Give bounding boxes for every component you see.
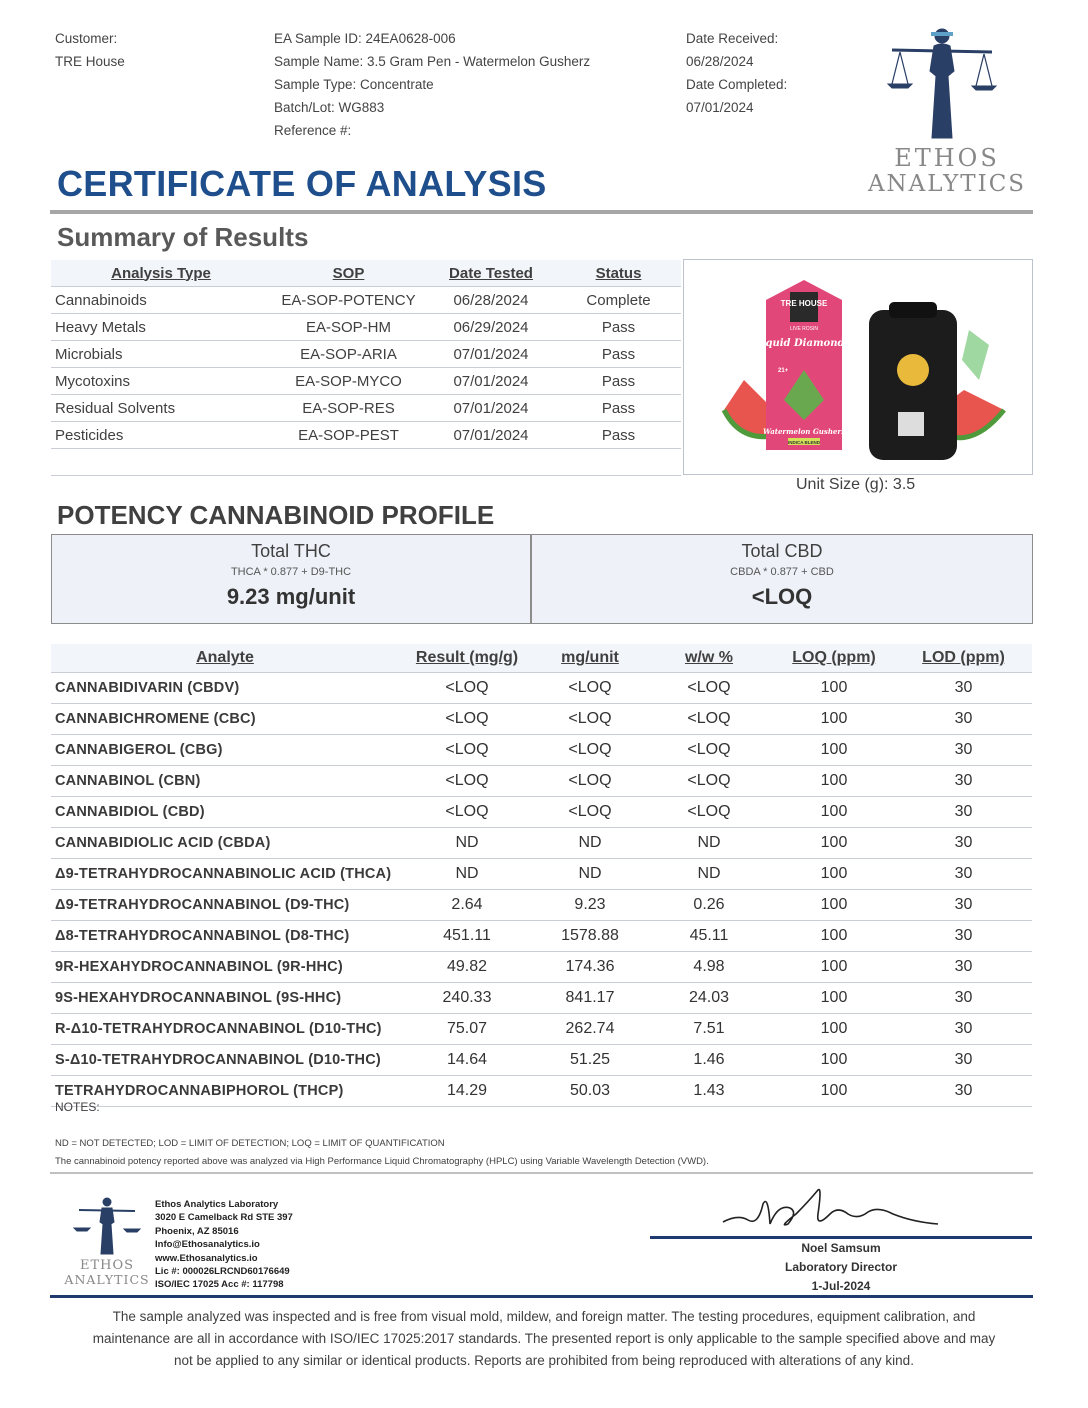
col-analysis-type: Analysis Type	[51, 260, 271, 287]
total-cbd-value: <LOQ	[751, 584, 813, 609]
customer-block	[55, 27, 125, 73]
status: Pass	[556, 422, 681, 449]
result-mg-g: 75.07	[399, 1014, 535, 1045]
loq-ppm: 100	[773, 704, 895, 735]
mg-unit: 51.25	[535, 1045, 645, 1076]
col-analyte: Analyte	[51, 644, 399, 673]
ww-percent: 24.03	[645, 983, 773, 1014]
table-row	[51, 735, 1032, 766]
table-row	[51, 952, 1032, 983]
lod-ppm: 30	[895, 921, 1032, 952]
table-row	[51, 449, 681, 476]
table-row	[51, 395, 681, 422]
analyte: Δ8-TETRAHYDROCANNABINOL (D8-THC)	[51, 921, 399, 952]
status: Pass	[556, 314, 681, 341]
age-text: 21+	[778, 368, 789, 374]
loq-ppm: 100	[773, 952, 895, 983]
loq-ppm: 100	[773, 1045, 895, 1076]
lab-info	[155, 1198, 293, 1292]
product-illustration	[684, 260, 1032, 474]
ww-percent: 0.26	[645, 890, 773, 921]
analyte: CANNABIDIOLIC ACID (CBDA)	[51, 828, 399, 859]
lab-address1: 3020 E Camelback Rd STE 397	[155, 1212, 293, 1224]
signer-name: Noel Samsum	[801, 1241, 881, 1255]
date-tested: 07/01/2024	[426, 368, 556, 395]
sample-name: Sample Name: 3.5 Gram Pen - Watermelon Gusherz	[274, 54, 591, 69]
summary-table	[51, 260, 681, 476]
sop: EA-SOP-RES	[271, 395, 426, 422]
lod-ppm: 30	[895, 797, 1032, 828]
result-mg-g: 240.33	[399, 983, 535, 1014]
notes-method: The cannabinoid potency reported above was analyzed via High Performance Liquid Chromatography (HPLC) using Variable Wavelength Detection (VWD).	[55, 1156, 709, 1167]
loq-ppm: 100	[773, 1076, 895, 1107]
lab-logo	[64, 1196, 150, 1292]
result-mg-g: ND	[399, 828, 535, 859]
date-tested: 07/01/2024	[426, 422, 556, 449]
sop: EA-SOP-PEST	[271, 422, 426, 449]
title-rule	[50, 210, 1033, 214]
date-tested: 07/01/2024	[426, 341, 556, 368]
col-ww: w/w %	[645, 644, 773, 673]
col-status: Status	[556, 260, 681, 287]
mg-unit: <LOQ	[535, 766, 645, 797]
mg-unit: <LOQ	[535, 704, 645, 735]
justice-figure-icon	[64, 1196, 150, 1256]
result-mg-g: 2.64	[399, 890, 535, 921]
sop: EA-SOP-POTENCY	[271, 287, 426, 314]
lod-ppm: 30	[895, 983, 1032, 1014]
customer-name: TRE House	[55, 54, 125, 69]
mg-unit: ND	[535, 828, 645, 859]
tag-text: INDICA BLEND	[787, 440, 821, 445]
dates-block	[686, 27, 787, 119]
table-row	[51, 890, 1032, 921]
mg-unit: 1578.88	[535, 921, 645, 952]
ww-percent: <LOQ	[645, 797, 773, 828]
lod-ppm: 30	[895, 673, 1032, 704]
table-row	[51, 422, 681, 449]
summary-header-row	[51, 260, 681, 287]
table-row	[51, 1076, 1032, 1107]
lab-email: Info@Ethosanalytics.io	[155, 1239, 260, 1251]
resin-text: LIVE ROSIN	[789, 326, 819, 332]
col-date-tested: Date Tested	[426, 260, 556, 287]
lab-iso: ISO/IEC 17025 Acc #: 117798	[155, 1279, 284, 1291]
col-sop: SOP	[271, 260, 426, 287]
sop: EA-SOP-HM	[271, 314, 426, 341]
date-tested: 06/29/2024	[426, 314, 556, 341]
ww-percent: <LOQ	[645, 704, 773, 735]
sample-type: Sample Type: Concentrate	[274, 77, 434, 92]
ww-percent: 4.98	[645, 952, 773, 983]
mg-unit: <LOQ	[535, 797, 645, 828]
total-thc-label: Total THC	[251, 541, 331, 561]
analyte: CANNABIDIOL (CBD)	[51, 797, 399, 828]
table-row	[51, 314, 681, 341]
table-row	[51, 287, 681, 314]
loq-ppm: 100	[773, 1014, 895, 1045]
batch-lot: Batch/Lot: WG883	[274, 100, 385, 115]
result-mg-g: 14.64	[399, 1045, 535, 1076]
result-mg-g: 14.29	[399, 1076, 535, 1107]
loq-ppm: 100	[773, 983, 895, 1014]
table-row	[51, 828, 1032, 859]
result-mg-g: 49.82	[399, 952, 535, 983]
analyte: CANNABINOL (CBN)	[51, 766, 399, 797]
loq-ppm: 100	[773, 828, 895, 859]
col-loq: LOQ (ppm)	[773, 644, 895, 673]
ww-percent: <LOQ	[645, 673, 773, 704]
ww-percent: <LOQ	[645, 766, 773, 797]
lab-logo-line2: ANALYTICS	[64, 1272, 150, 1287]
loq-ppm: 100	[773, 673, 895, 704]
lod-ppm: 30	[895, 952, 1032, 983]
analyte: CANNABIDIVARIN (CBDV)	[51, 673, 399, 704]
analyte: Δ9-TETRAHYDROCANNABINOL (D9-THC)	[51, 890, 399, 921]
result-mg-g: <LOQ	[399, 735, 535, 766]
table-row	[51, 368, 681, 395]
ww-percent: ND	[645, 859, 773, 890]
justice-figure-icon	[862, 26, 1032, 146]
analysis-type: Cannabinoids	[51, 287, 271, 314]
total-thc-box	[51, 534, 531, 624]
product-image	[683, 259, 1033, 475]
signer-title: Laboratory Director	[784, 1260, 898, 1274]
signature-date: 1-Jul-2024	[811, 1279, 871, 1293]
date-tested: 06/28/2024	[426, 287, 556, 314]
analyte: 9S-HEXAHYDROCANNABINOL (9S-HHC)	[51, 983, 399, 1014]
lab-address2: Phoenix, AZ 85016	[155, 1225, 239, 1237]
potency-heading: POTENCY CANNABINOID PROFILE	[57, 500, 495, 530]
result-mg-g: 451.11	[399, 921, 535, 952]
lab-web: www.Ethosanalytics.io	[155, 1252, 258, 1264]
brand-text: TRE HOUSE	[780, 299, 828, 308]
sop: EA-SOP-ARIA	[271, 341, 426, 368]
analyte: TETRAHYDROCANNABIPHOROL (THCP)	[51, 1076, 399, 1107]
sample-id: EA Sample ID: 24EA0628-006	[274, 31, 456, 46]
footer-rule	[50, 1295, 1033, 1298]
table-row	[51, 1045, 1032, 1076]
page-title: CERTIFICATE OF ANALYSIS	[57, 163, 547, 204]
sop: EA-SOP-MYCO	[271, 368, 426, 395]
analyte: 9R-HEXAHYDROCANNABINOL (9R-HHC)	[51, 952, 399, 983]
ww-percent: 1.46	[645, 1045, 773, 1076]
result-mg-g: <LOQ	[399, 704, 535, 735]
sample-block	[274, 27, 590, 142]
result-mg-g: <LOQ	[399, 797, 535, 828]
mg-unit: 841.17	[535, 983, 645, 1014]
total-cbd-formula: CBDA * 0.877 + CBD	[730, 566, 834, 578]
potency-table	[51, 644, 1032, 1107]
mg-unit: ND	[535, 859, 645, 890]
status: Pass	[556, 368, 681, 395]
potency-header-row	[51, 644, 1032, 673]
date-completed: 07/01/2024	[686, 100, 754, 115]
analyte: S-Δ10-TETRAHYDROCANNABINOL (D10-THC)	[51, 1045, 399, 1076]
total-thc-formula: THCA * 0.877 + D9-THC	[230, 566, 352, 578]
analysis-type: Microbials	[51, 341, 271, 368]
mg-unit: 50.03	[535, 1076, 645, 1107]
notes-label: NOTES:	[55, 1100, 100, 1114]
lod-ppm: 30	[895, 704, 1032, 735]
lod-ppm: 30	[895, 890, 1032, 921]
analyte: CANNABIGEROL (CBG)	[51, 735, 399, 766]
result-mg-g: <LOQ	[399, 673, 535, 704]
lab-logo-line1: ETHOS	[79, 1258, 135, 1273]
table-row	[51, 797, 1032, 828]
ww-percent: 1.43	[645, 1076, 773, 1107]
mg-unit: 262.74	[535, 1014, 645, 1045]
table-row	[51, 983, 1032, 1014]
loq-ppm: 100	[773, 797, 895, 828]
lab-license: Lic #: 000026LRCND60176649	[155, 1266, 290, 1278]
total-thc-value: 9.23 mg/unit	[226, 584, 356, 609]
logo-line2: ANALYTICS	[867, 171, 1027, 197]
table-row	[51, 921, 1032, 952]
signature-image	[718, 1184, 948, 1236]
lab-name: Ethos Analytics Laboratory	[155, 1199, 279, 1210]
disclaimer-line3: not be applied to any similar or identical products. Reports are prohibited from being reproduced with alterations of any kind.	[174, 1353, 914, 1368]
table-row	[51, 704, 1032, 735]
disclaimer-line2: maintenance are all in accordance with ISO/IEC 17025:2017 standards. The presented report is only applicable to the sample specified above and may	[92, 1331, 996, 1346]
ww-percent: <LOQ	[645, 735, 773, 766]
table-row	[51, 1014, 1032, 1045]
result-mg-g: ND	[399, 859, 535, 890]
loq-ppm: 100	[773, 859, 895, 890]
lod-ppm: 30	[895, 1076, 1032, 1107]
notes-rule	[50, 1172, 1033, 1174]
date-received: 06/28/2024	[686, 54, 754, 69]
flavor-text: Watermelon Gusherz	[762, 427, 846, 436]
status: Complete	[556, 287, 681, 314]
analysis-type: Residual Solvents	[51, 395, 271, 422]
table-row	[51, 673, 1032, 704]
mg-unit: 174.36	[535, 952, 645, 983]
notes-definitions: ND = NOT DETECTED; LOD = LIMIT OF DETECTION; LOQ = LIMIT OF QUANTIFICATION	[55, 1138, 445, 1149]
product-text: liquid Diamonds	[757, 338, 851, 349]
disclaimer-line1: The sample analyzed was inspected and is free from visual mold, mildew, and foreign matter. The testing procedures, equipment calibration, and	[112, 1309, 976, 1324]
analyte: R-Δ10-TETRAHYDROCANNABINOL (D10-THC)	[51, 1014, 399, 1045]
lod-ppm: 30	[895, 735, 1032, 766]
table-row	[51, 341, 681, 368]
lod-ppm: 30	[895, 859, 1032, 890]
status: Pass	[556, 395, 681, 422]
ww-percent: 7.51	[645, 1014, 773, 1045]
ethos-logo	[862, 26, 1032, 201]
mg-unit: <LOQ	[535, 673, 645, 704]
table-row	[51, 859, 1032, 890]
lod-ppm: 30	[895, 766, 1032, 797]
summary-heading: Summary of Results	[57, 222, 309, 252]
disclaimer	[40, 1306, 1048, 1372]
mg-unit: 9.23	[535, 890, 645, 921]
mg-unit: <LOQ	[535, 735, 645, 766]
unit-size: Unit Size (g): 3.5	[796, 476, 916, 493]
loq-ppm: 100	[773, 735, 895, 766]
analysis-type: Mycotoxins	[51, 368, 271, 395]
customer-label: Customer:	[55, 31, 118, 46]
total-cbd-box	[531, 534, 1033, 624]
table-row	[51, 766, 1032, 797]
reference: Reference #:	[274, 123, 352, 138]
analyte: Δ9-TETRAHYDROCANNABINOLIC ACID (THCA)	[51, 859, 399, 890]
potency-rows	[51, 673, 1032, 1107]
col-result: Result (mg/g)	[399, 644, 535, 673]
status: Pass	[556, 341, 681, 368]
logo-line1: ETHOS	[894, 144, 1000, 172]
loq-ppm: 100	[773, 921, 895, 952]
result-mg-g: <LOQ	[399, 766, 535, 797]
col-mg-unit: mg/unit	[535, 644, 645, 673]
loq-ppm: 100	[773, 890, 895, 921]
signature-line	[650, 1236, 1032, 1239]
analysis-type: Heavy Metals	[51, 314, 271, 341]
lod-ppm: 30	[895, 1014, 1032, 1045]
total-cbd-label: Total CBD	[741, 541, 823, 561]
lod-ppm: 30	[895, 828, 1032, 859]
col-lod: LOD (ppm)	[895, 644, 1032, 673]
loq-ppm: 100	[773, 766, 895, 797]
analysis-type: Pesticides	[51, 422, 271, 449]
lod-ppm: 30	[895, 1045, 1032, 1076]
ww-percent: ND	[645, 828, 773, 859]
ww-percent: 45.11	[645, 921, 773, 952]
date-received-label: Date Received:	[686, 31, 779, 46]
date-completed-label: Date Completed:	[686, 77, 788, 92]
date-tested: 07/01/2024	[426, 395, 556, 422]
analyte: CANNABICHROMENE (CBC)	[51, 704, 399, 735]
